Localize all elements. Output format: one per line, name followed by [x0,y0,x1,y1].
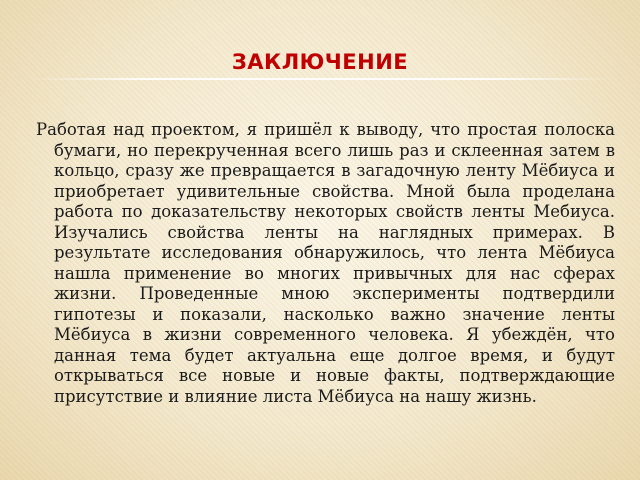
slide-title: ЗАКЛЮЧЕНИЕ [231,50,409,74]
conclusion-paragraph: Работая над проектом, я пришёл к выводу, что простая полоска бумаги, но перекрученная всего лишь раз и склеенная затем в кольцо, сразу же превращается в загадочную ленту Мёбиуса и приобретает удивительные свойства. Мной была проделана работа по доказательству некоторых свойств ленты Мебиуса. Изучались свойства ленты на наглядных примерах. В результате исследования обнаружилось, что лента Мёбиуса нашла применение во многих привычных для нас сферах жизни. Проведенные мною эксперименты подтвердили гипотезы и показали, насколько важно значение ленты Мёбиуса в жизни современного человека. Я убеждён, что данная тема будет актуальна еще долгое время, и будут открываться все новые и новые факты, подтверждающие присутствие и влияние листа Мёбиуса на нашу жизнь. [36,120,615,406]
title-divider [30,78,610,80]
